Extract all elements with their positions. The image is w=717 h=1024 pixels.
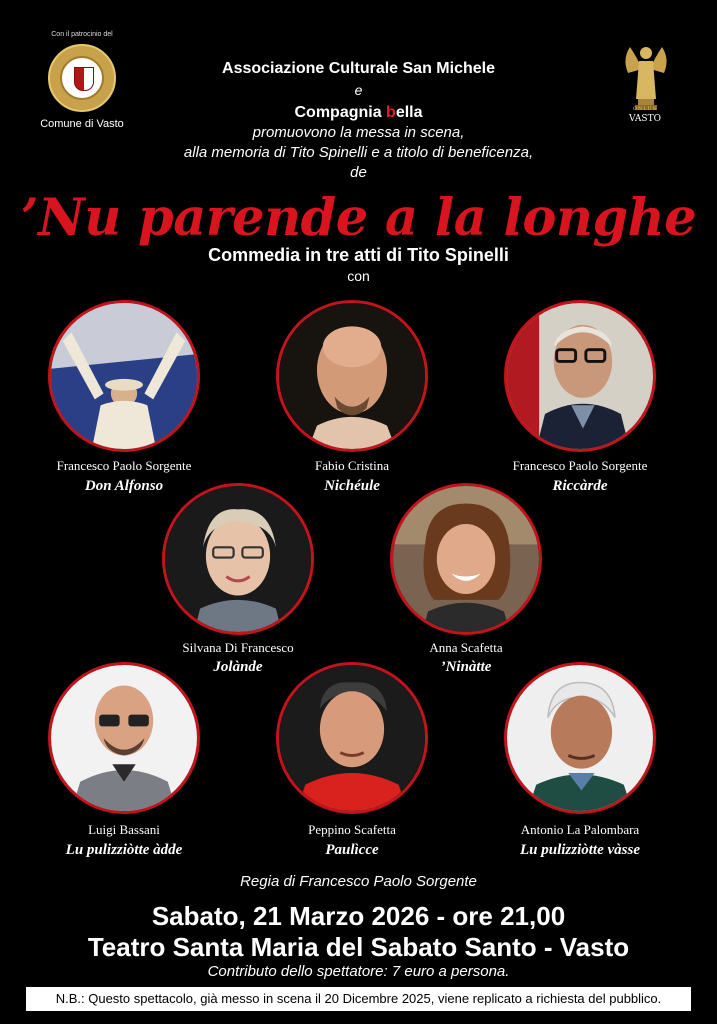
event-venue: Teatro Santa Maria del Sabato Santo - Vasto	[87, 932, 630, 962]
cast-role-7: Paulìcce	[325, 842, 379, 858]
cast-photo-7	[276, 662, 428, 814]
cast-photo-5	[390, 483, 542, 635]
director-credit: Regia di Francesco Paolo Sorgente	[240, 873, 477, 890]
play-title: ’Nu parende a la longhe	[20, 188, 697, 248]
play-subtitle: Commedia in tre atti di Tito Spinelli	[208, 245, 509, 265]
promo-line-1: promuovono la messa in scena,	[252, 124, 465, 141]
company-name: Compagnia bella	[294, 104, 423, 121]
cast-name-7: Peppino Scafetta	[308, 822, 396, 837]
cast-role-5: ’Ninàtte	[440, 659, 492, 675]
comune-di-vasto-seal-icon	[48, 44, 116, 112]
cast-role-6: Lu pulizziòtte àdde	[65, 842, 183, 858]
conjunction: e	[354, 82, 363, 98]
vasto-logo-label: VASTO	[629, 114, 661, 124]
onlus-label: ONLUS	[632, 106, 658, 112]
promo-line-3: de	[350, 164, 367, 181]
cast-name-8: Antonio La Palombara	[520, 822, 640, 837]
comune-label: Comune di Vasto	[40, 118, 124, 130]
cast-name-2: Fabio Cristina	[314, 458, 390, 473]
ticket-contribution: Contributo dello spettatore: 7 euro a persona.	[207, 963, 510, 980]
cast-photo-4	[162, 483, 314, 635]
cast-name-1: Francesco Paolo Sorgente	[56, 458, 192, 473]
promo-line-2: alla memoria di Tito Spinelli e a titolo di beneficenza,	[183, 144, 534, 161]
cast-name-5: Anna Scafetta	[429, 640, 503, 655]
cast-photo-1	[48, 300, 200, 452]
cast-role-3: Riccàrde	[552, 478, 608, 494]
cast-photo-2	[276, 300, 428, 452]
cast-role-4: Jolànde	[213, 659, 263, 675]
note-banner: N.B.: Questo spettacolo, già messo in scena il 20 Dicembre 2025, viene replicato a richiesta del pubblico.	[26, 987, 691, 1011]
cast-photo-3	[504, 300, 656, 452]
cast-name-6: Luigi Bassani	[88, 822, 160, 837]
event-date: Sabato, 21 Marzo 2026 - ore 21,00	[151, 901, 566, 931]
cast-role-1: Don Alfonso	[84, 478, 164, 494]
cast-photo-8	[504, 662, 656, 814]
cast-role-2: Nichéule	[324, 478, 380, 494]
cast-name-4: Silvana Di Francesco	[182, 640, 294, 655]
cast-role-8: Lu pulizziòtte vàsse	[519, 842, 640, 858]
cast-name-3: Francesco Paolo Sorgente	[512, 458, 648, 473]
cast-photo-6	[48, 662, 200, 814]
patronage-label: Con il patrocinio del	[51, 31, 113, 38]
with-label: con	[347, 268, 370, 284]
association-name: Associazione Culturale San Michele	[222, 60, 495, 77]
